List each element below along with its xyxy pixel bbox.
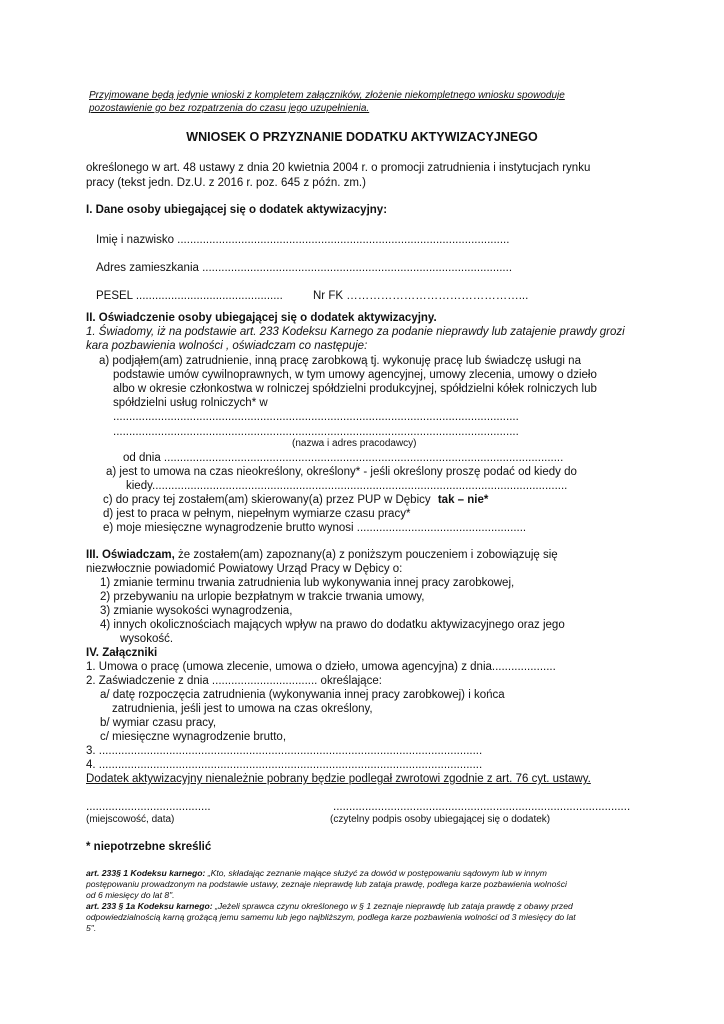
notice-line-2: pozostawienie go bez rozpatrzenia do czasu jego uzupełnienia. [89, 103, 370, 114]
item-a-line-1: a) podjąłem(am) zatrudnienie, inną pracę zarobkową tj. wykonuję pracę lub świadczę usługi na [99, 355, 581, 367]
section3-item-1: 1) zmianie terminu trwania zatrudnienia lub wykonywania innej pracy zarobkowej, [100, 577, 515, 589]
attachment-3[interactable]: 3. ........................................................................................................................ [86, 745, 483, 757]
section3-heading-bold: III. Oświadczam, [86, 549, 175, 561]
employer-dots-2[interactable]: ............................................................................................................................... [113, 426, 519, 438]
section3-heading [86, 548, 640, 562]
pesel-field[interactable]: PESEL .............................................. [96, 290, 283, 302]
section4-heading: IV. Załączniki [86, 647, 158, 659]
attachment-2b: b/ wymiar czasu pracy, [100, 717, 217, 729]
footnote-2-ref: art. 233 § 1a Kodeksu karnego: [86, 901, 213, 911]
intro-line-1: określonego w art. 48 ustawy z dnia 20 kwietnia 2004 r. o promocji zatrudnienia i instytucjach rynku [86, 162, 591, 174]
section1-heading: I. Dane osoby ubiegającej się o dodatek aktywizacyjny: [86, 204, 388, 216]
section3-heading-rest: że zostałem(am) zapoznany(a) z poniższym pouczeniem i zobowiązuję się [174, 549, 558, 561]
footnote-1-line-3: od 6 miesięcy do lat 8". [86, 890, 175, 900]
refund-note: Dodatek aktywizacyjny nienależnie pobrany będzie podlegał zwrotowi zgodnie z art. 76 cyt. ustawy. [86, 773, 591, 785]
section3-item-2: 2) przebywaniu na urlopie bezpłatnym w trakcie trwania umowy, [100, 591, 425, 603]
from-date-field[interactable]: od dnia ............................................................................................................................. [123, 452, 564, 464]
attachment-2a-line-1: a/ datę rozpoczęcia zatrudnienia (wykonywania innej pracy zarobkowej) i końca [100, 689, 505, 701]
section3-item-3: 3) zmianie wysokości wynagrodzenia, [100, 605, 293, 617]
item-d: d) jest to praca w pełnym, niepełnym wymiarze czasu pracy* [103, 508, 411, 520]
intro-line-2: pracy (tekst jedn. Dz.U. z 2016 r. poz. 645 z późn. zm.) [86, 177, 366, 189]
employer-dots-1[interactable]: ............................................................................................................................... [113, 411, 519, 423]
statement-line-1: 1. Świadomy, iż na podstawie art. 233 Kodeksu Karnego za podanie nieprawdy lub zatajenie prawdy grozi [86, 326, 625, 338]
attachment-1[interactable]: 1. Umowa o pracę (umowa zlecenie, umowa o dzieło, umowa agencyjna) z dnia.................... [86, 661, 556, 673]
item-c [103, 493, 488, 507]
footnote-1-ref: art. 233§ 1 Kodeksu karnego: [86, 868, 206, 878]
strike-note: * niepotrzebne skreślić [86, 841, 212, 853]
nrfk-field[interactable]: Nr FK ………………………………………... [313, 290, 529, 302]
item-a-line-2: podstawie umów cywilnoprawnych, w tym umowy agencyjnej, umowy zlecenia, umowy o dzieło [113, 369, 597, 381]
contract-line-1: a) jest to umowa na czas nieokreślony, określony* - jeśli określony proszę podać od kiedy do [106, 466, 577, 478]
section2-heading: II. Oświadczenie osoby ubiegającej się o dodatek aktywizacyjny. [86, 312, 437, 324]
statement-line-2: kara pozbawienia wolności , oświadczam co następuje: [86, 340, 368, 352]
footnote-1-line-2: postępowaniu prowadzonym na podstawie ustawy, zeznaje nieprawdę lub zataja prawdę, podlega karze pozbawienia wolności [86, 879, 567, 889]
attachment-2c: c/ miesięczne wynagrodzenie brutto, [100, 731, 287, 743]
attachment-2[interactable]: 2. Zaświadczenie z dnia ................................. określające: [86, 675, 382, 687]
item-c-label: c) do pracy tej zostałem(am) skierowany(a) przez PUP w Dębicy [103, 494, 431, 506]
name-field[interactable]: Imię i nazwisko ........................................................................................................ [96, 234, 510, 246]
item-a-line-3: albo w okresie członkostwa w rolniczej spółdzielni produkcyjnej, spółdzielni kółek rolniczych lub [113, 383, 597, 395]
contract-line-2[interactable]: kiedy.................................................................................................................................. [126, 480, 568, 492]
attachment-4[interactable]: 4. ........................................................................................................................ [86, 759, 483, 771]
section3-item-4: 4) innych okolicznościach mających wpływ na prawo do dodatku aktywizacyjnego oraz jego [100, 619, 565, 631]
notice-line-1: Przyjmowane będą jedynie wnioski z kompletem załączników, złożenie niekompletnego wniosku spowoduje [89, 90, 565, 101]
section3-item-4-cont: wysokość. [120, 633, 174, 645]
item-a-line-4: spółdzielni usług rolniczych* w [113, 397, 268, 409]
footnote-2-text: „Jeżeli sprawca czynu określonego w § 1 zeznaje nieprawdę lub zataja prawdę z obawy przed [212, 901, 573, 911]
place-date-label: (miejscowość, data) [86, 814, 175, 825]
place-date-dots[interactable]: ....................................... [86, 801, 211, 813]
address-field[interactable]: Adres zamieszkania ................................................................................................. [96, 262, 513, 274]
employer-caption: (nazwa i adres pracodawcy) [292, 438, 417, 449]
document-title: WNIOSEK O PRZYZNANIE DODATKU AKTYWIZACYJNEGO [186, 130, 538, 144]
section3-line-2: niezwłocznie powiadomić Powiatowy Urząd Pracy w Dębicy o: [86, 563, 403, 575]
signature-label: (czytelny podpis osoby ubiegającej się o dodatek) [330, 814, 551, 825]
footnote-2-line-1 [86, 901, 573, 912]
item-c-answer[interactable]: tak – nie* [437, 494, 489, 506]
footnote-1-line-1 [86, 868, 547, 879]
signature-dots[interactable]: ............................................................................................. [333, 801, 631, 813]
footnote-2-line-3: 5". [86, 923, 97, 933]
footnote-1-text: „Kto, składając zeznanie mające służyć za dowód w postępowaniu sądowym lub w innym [205, 868, 547, 878]
attachment-2a-line-2: zatrudnienia, jeśli jest to umowa na czas określony, [112, 703, 373, 715]
item-e[interactable]: e) moje miesięczne wynagrodzenie brutto wynosi ..................................................... [103, 522, 527, 534]
footnote-2-line-2: odpowiedzialnością karną grożącą jemu samemu lub jego najbliższym, podlega karze pozbawienia wolności od 3 miesięcy do lat [86, 912, 576, 922]
